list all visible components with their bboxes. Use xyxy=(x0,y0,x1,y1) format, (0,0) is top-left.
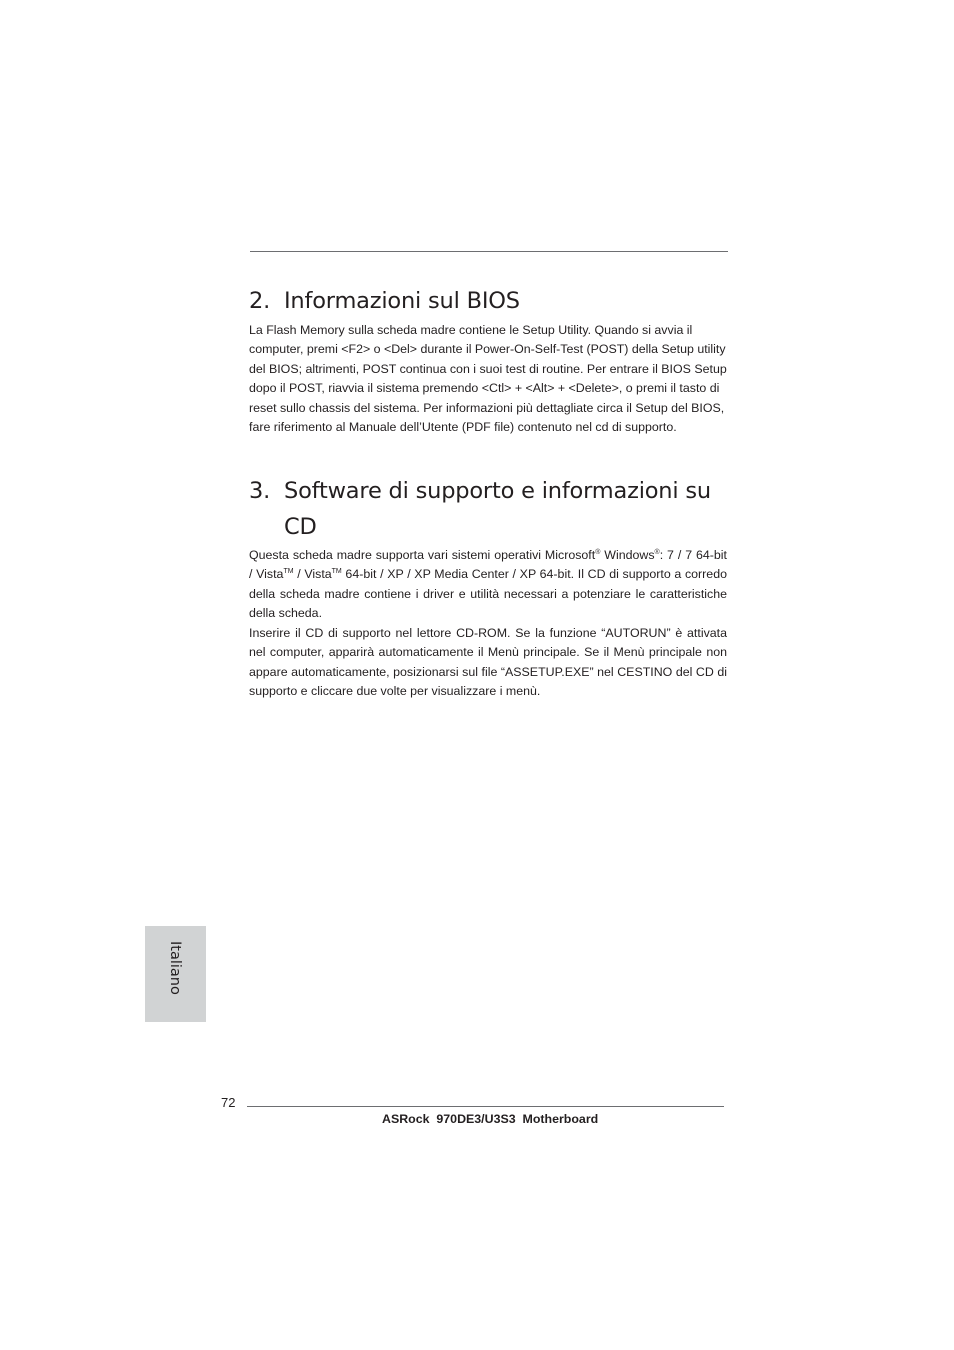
os-text-e: 64-bit / XP / XP Media Center / XP 64-bit. Il CD di supporto a corredo della scheda madre contiene i driver e utilità necessari a potenziare le caratteristiche della scheda. xyxy=(249,567,727,621)
os-text-d: / Vista xyxy=(293,567,332,582)
language-label: Italiano xyxy=(167,941,183,995)
section-3-title: Software di supporto e informazioni su CD xyxy=(284,478,711,540)
top-divider xyxy=(250,251,728,252)
registered-mark: ® xyxy=(654,549,660,556)
section-2-number: 2. xyxy=(249,288,271,314)
registered-mark: ® xyxy=(595,549,601,556)
trademark-mark: TM xyxy=(331,568,342,576)
os-text-a: Questa scheda madre supporta vari sistemi operativi Microsoft xyxy=(249,548,596,562)
section-3-number: 3. xyxy=(249,478,271,504)
section-3-paragraph-os xyxy=(249,546,727,624)
os-text-c: : 7 / 7 64-bit / Vista xyxy=(249,548,727,582)
footer-title: ASRock 970DE3/U3S3 Motherboard xyxy=(382,1112,599,1126)
section-2-title: Informazioni sul BIOS xyxy=(284,288,520,314)
footer-divider xyxy=(247,1106,724,1107)
trademark-mark: TM xyxy=(283,568,294,576)
section-3-paragraph-autorun: Inserire il CD di supporto nel lettore CD-ROM. Se la funzione “AUTORUN” è attivata nel computer, apparirà automaticamente il Menù principale. Se il Menù principale non appare automaticamente, posizionarsi sul file “ASSETUP.EXE” nel CESTINO del CD di supporto e cliccare due volte per visualizzare i menù. xyxy=(249,626,727,699)
section-2-body: La Flash Memory sulla scheda madre contiene le Setup Utility. Quando si avvia il computer, premi <F2> o <Del> durante il Power-On-Self-Test (POST) della Setup utility del BIOS; altrimenti, POST continua con i suoi test di routine. Per entrare il BIOS Setup dopo il POST, riavvia il sistema premendo <Ctl> + <Alt> + <Delete>, o premi il tasto di reset sullo chassis del sistema. Per informazioni più dettagliate circa il Setup del BIOS, fare riferimento al Manuale dell’Utente (PDF file) contenuto nel cd di supporto. xyxy=(249,323,727,435)
language-side-tab xyxy=(145,926,206,1022)
section-2-heading xyxy=(249,283,739,319)
page-number: 72 xyxy=(221,1095,236,1110)
section-3-heading xyxy=(249,473,739,545)
os-text-b: Windows xyxy=(600,548,655,562)
